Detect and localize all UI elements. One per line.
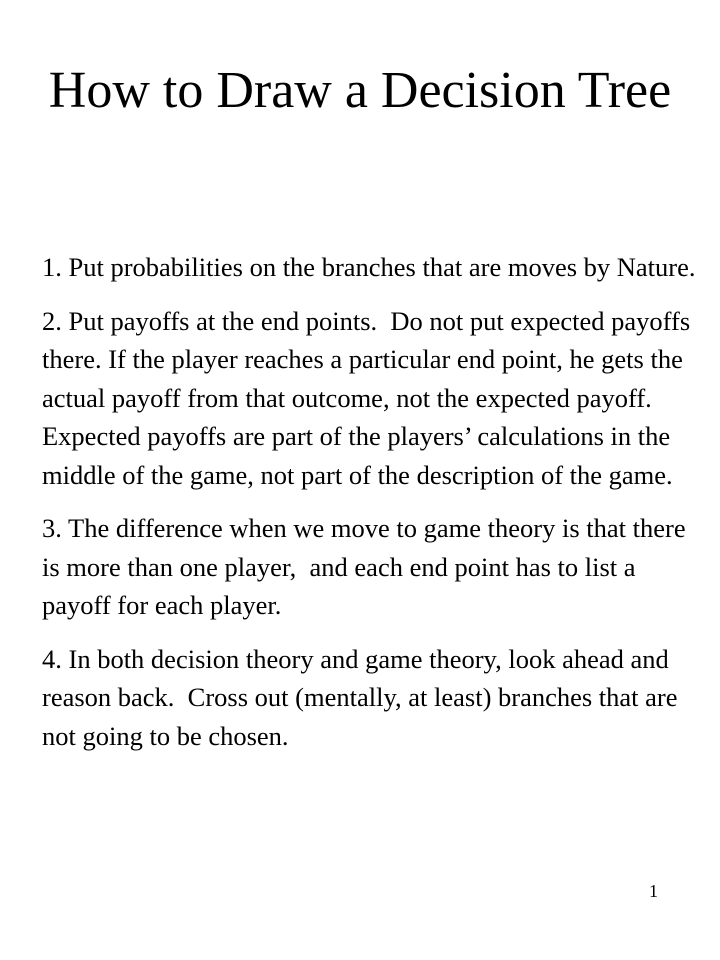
point-1-text: Put probabilities on the branches that are moves by Nature.: [68, 252, 696, 282]
point-3-number: 3.: [42, 513, 62, 543]
point-4: [42, 640, 698, 756]
point-2-text: Put payoffs at the end points. Do not put expected payoffs there. If the player reaches a particular end point, he gets the actual payoff from that outcome, not the expected payoff. Expected payoffs are part of the players’ calculations in the middle of the game, not part of the description of the game.: [42, 305, 697, 490]
point-2: [42, 302, 698, 495]
point-4-text: In both decision theory and game theory, look ahead and reason back. Cross out (mentally, at least) branches that are not going to be chosen.: [42, 643, 685, 751]
point-4-number: 4.: [42, 643, 62, 674]
slide-body: [42, 248, 698, 770]
point-1-number: 1.: [42, 252, 62, 282]
slide-title: How to Draw a Decision Tree: [48, 62, 672, 119]
point-3-text: The difference when we move to game theory is that there is more than one player, and each end point has to list a payoff for each player.: [42, 513, 693, 620]
point-3: [42, 509, 698, 625]
page-number: 1: [649, 881, 658, 901]
point-2-number: 2.: [42, 305, 62, 336]
point-1: [42, 248, 698, 287]
